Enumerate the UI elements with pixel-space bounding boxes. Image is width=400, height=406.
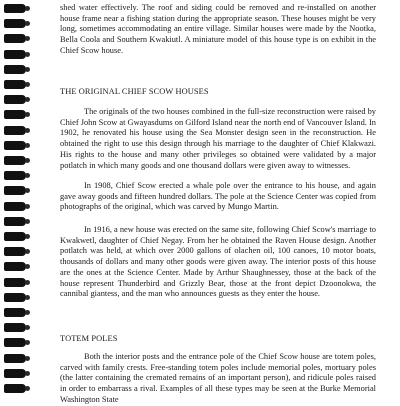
binding-coil — [4, 369, 26, 378]
binding-coil — [4, 171, 26, 180]
binding-coil — [4, 308, 26, 317]
binding-coil — [4, 262, 26, 271]
binding-coil — [4, 354, 26, 363]
binding-coil — [4, 141, 26, 150]
binding-coil — [4, 232, 26, 241]
binding-coil — [4, 323, 26, 332]
binding-coil — [4, 19, 26, 28]
binding-coil — [4, 65, 26, 74]
binding-coil — [4, 384, 26, 393]
binding-coil — [4, 247, 26, 256]
binding-coil — [4, 110, 26, 119]
binding-coil — [4, 126, 26, 135]
totem-poles-paragraph-1: Both the interior posts and the entrance pole of the Chief Scow house are totem poles, carved with family crests. Free-standing totem poles include memorial poles, mortuary poles (the latter containing the cremated remains of an important person), and ridicule poles raised in order to embarrass a rival. Examples of all these types may be seen at the Burke Memorial Washington State — [60, 352, 376, 404]
heading-original-houses: THE ORIGINAL CHIEF SCOW HOUSES — [60, 87, 209, 96]
binding-coil — [4, 293, 26, 302]
intro-paragraph: shed water effectively. The roof and siding could be removed and re-installed on another house frame near a fishing station during the appropriate season. These houses might be very long, sometimes accommodating an entire village. Similar houses were made by the Nootka, Bella Coola and Southern Kwakiutl. A miniature model of this house type is on exhibit in the Chief Scow house. — [60, 3, 376, 55]
binding-coil — [4, 50, 26, 59]
binding-coil — [4, 202, 26, 211]
document-page — [60, 0, 376, 404]
binding-coil — [4, 80, 26, 89]
binding-coil — [4, 278, 26, 287]
binding-coil — [4, 186, 26, 195]
binding-coil — [4, 4, 26, 13]
heading-totem-poles: TOTEM POLES — [60, 334, 118, 343]
binding-coil — [4, 156, 26, 165]
binding-coil — [4, 34, 26, 43]
original-houses-paragraph-3: In 1916, a new house was erected on the same site, following Chief Scow's marriage to Kwakwetl, daughter of Chief Negay. From her he obtained the Raven House design. Another potlatch was held, at which over 2000 gallons of olachen oil, 100 canoes, 10 motor boats, thousands of dollars and many other goods were given away. The interior posts of this house are the ones at the Science Center. Made by Arthur Shaughnessey, those at the back of the house represent Thunderbird and Grizzly Bear, those at the front depict Dzoonokwa, the cannibal giantess, and the man who announces guests as they enter the house. — [60, 225, 376, 299]
binding-coil — [4, 338, 26, 347]
original-houses-paragraph-1: The originals of the two houses combined in the full-size reconstruction were raised by Chief John Scow at Gwayasdums on Gilford Island near the north end of Vancouver Island. In 1902, he renovated his house using the Sea Monster design seen in the reconstruction. He obtained the right to use this design through his marriage to the daughter of Chief Klakwazi. His rights to the house and many other privileges so obtained were validated by a major potlatch in which many goods and one thousand dollars were given away to witnesses. — [60, 107, 376, 170]
original-houses-paragraph-2: In 1908, Chief Scow erected a whale pole over the entrance to his house, and again gave away goods and fifteen hundred dollars. The pole at the Science Center was copied from photographs of the original, which was carved by Mungo Martin. — [60, 181, 376, 212]
spiral-binding — [2, 0, 32, 400]
binding-coil — [4, 95, 26, 104]
binding-coil — [4, 217, 26, 226]
